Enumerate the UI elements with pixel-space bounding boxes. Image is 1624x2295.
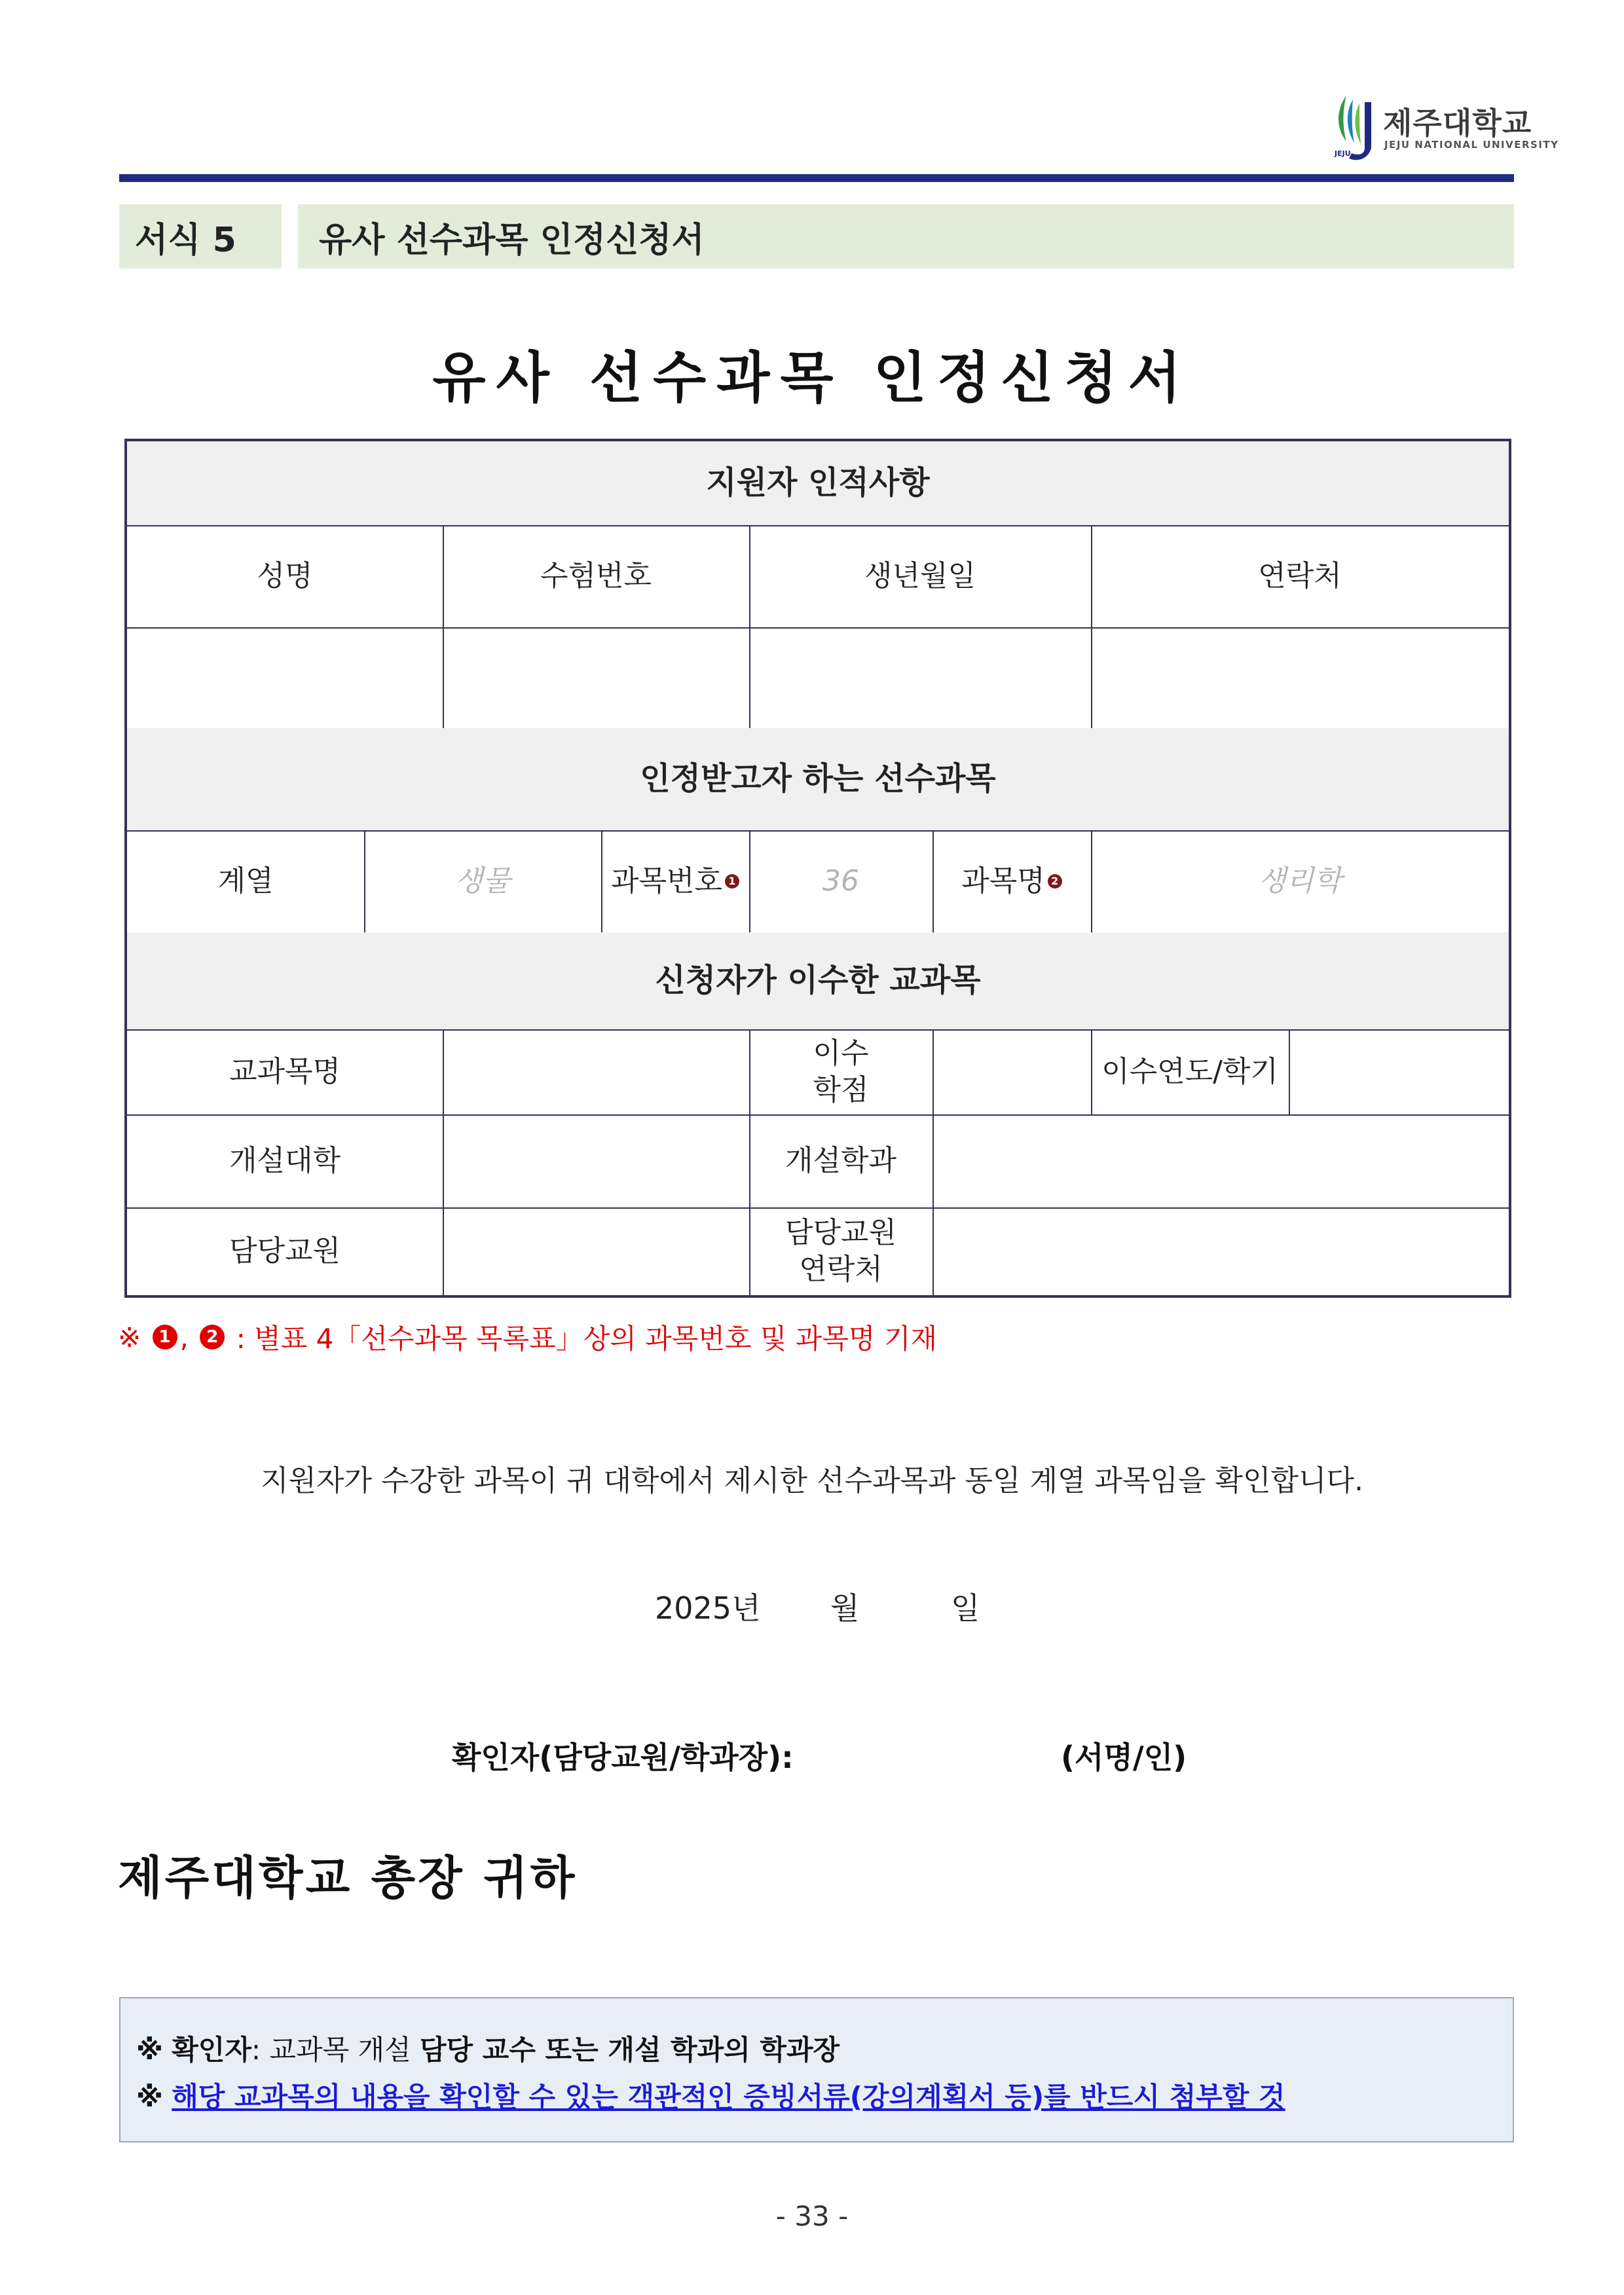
confirmer-label: 확인자(담당교원/학과장):	[452, 1740, 794, 1775]
credits-label	[749, 1029, 932, 1114]
section-completed-course-header: 신청자가 이수한 교과목	[127, 932, 1509, 1029]
course-name-field[interactable]: 생리학	[1258, 864, 1342, 898]
completed-course-name-field[interactable]	[443, 1029, 749, 1114]
notice-mark-2: ※	[136, 2081, 163, 2113]
credits-field[interactable]	[932, 1029, 1091, 1114]
notice-box	[119, 1997, 1514, 2142]
page-number: - 33 -	[775, 2200, 849, 2232]
marker-2: 2	[1048, 874, 1062, 889]
notice-confirmer-mid: : 교과목 개설	[251, 2034, 420, 2066]
course-number-label	[601, 830, 749, 932]
note-prefix: ※	[118, 1321, 141, 1353]
completed-course-name-label: 교과목명	[229, 1054, 341, 1088]
course-name-label-text: 과목명	[961, 864, 1045, 898]
credits-label-line2: 학점	[813, 1073, 869, 1107]
marker-1: 1	[725, 874, 739, 889]
signature-label: (서명/인)	[1061, 1740, 1187, 1775]
column-name-label: 성명	[257, 559, 313, 593]
department-label: 개설학과	[784, 1143, 896, 1177]
column-exam-number-label: 수험번호	[540, 559, 652, 593]
completion-year-label: 이수연도/학기	[1101, 1054, 1278, 1088]
university-field[interactable]	[443, 1114, 749, 1207]
note-marker-2: 2	[200, 1325, 225, 1349]
confirmation-statement: 지원자가 수강한 과목이 귀 대학에서 제시한 선수과목과 동일 계열 과목임을 확인합니다.	[261, 1464, 1363, 1497]
completion-year-field[interactable]	[1289, 1029, 1509, 1114]
form-header-title: 유사 선수과목 인정신청서	[298, 204, 1514, 268]
notice-line-confirmer	[136, 2029, 840, 2068]
recipient-line: 제주대학교 총장 귀하	[118, 1851, 578, 1905]
professor-contact-label-line2: 연락처	[799, 1253, 883, 1286]
course-number-field[interactable]: 36	[822, 864, 859, 898]
date-year: 2025년	[655, 1590, 761, 1626]
professor-contact-label	[749, 1207, 932, 1295]
application-table	[124, 439, 1511, 1298]
date-month: 월	[830, 1590, 860, 1626]
contact-field[interactable]	[1091, 627, 1509, 728]
notice-confirmer-tail: 담당 교수 또는 개설 학과의 학과장	[419, 2034, 840, 2066]
department-field[interactable]	[932, 1114, 1509, 1207]
logo-subtitle: JEJU NATIONAL UNIVERSITY	[1384, 139, 1559, 151]
notice-mark-1: ※	[136, 2034, 163, 2066]
field-category-field[interactable]: 생물	[454, 864, 511, 898]
note-text: : 별표 4「선수과목 목록표」상의 과목번호 및 과목명 기재	[236, 1323, 937, 1355]
field-category-label: 계열	[217, 864, 274, 898]
header-rule	[119, 174, 1514, 182]
course-number-label-text: 과목번호	[610, 864, 722, 898]
university-label: 개설대학	[229, 1143, 341, 1177]
professor-contact-field[interactable]	[932, 1207, 1509, 1295]
column-contact-label: 연락처	[1258, 559, 1342, 593]
birthdate-field[interactable]	[749, 627, 1091, 728]
section-target-course-header: 인정받고자 하는 선수과목	[127, 728, 1509, 830]
notice-line-attachment	[136, 2076, 1285, 2115]
column-birthdate-label: 생년월일	[864, 559, 976, 593]
exam-number-field[interactable]	[443, 627, 749, 728]
section-applicant-info-header: 지원자 인적사항	[127, 441, 1509, 525]
logo-name: 제주대학교	[1383, 105, 1532, 141]
course-name-label	[932, 830, 1091, 932]
professor-label: 담당교원	[229, 1234, 341, 1268]
name-field[interactable]	[127, 627, 443, 728]
notice-attachment-text: 해당 교과목의 내용을 확인할 수 있는 객관적인 증빙서류(강의계획서 등)를 반드시 첨부할 것	[172, 2081, 1285, 2113]
university-logo	[1327, 90, 1559, 166]
date-day: 일	[951, 1590, 980, 1626]
note-marker-1: 1	[153, 1325, 177, 1349]
professor-contact-label-line1: 담당교원	[784, 1215, 896, 1249]
credits-label-line1: 이수	[813, 1036, 869, 1070]
marker-footnote: ※ 1 , 2 : 별표 4「선수과목 목록표」상의 과목번호 및 과목명 기재	[118, 1317, 937, 1357]
professor-field[interactable]	[443, 1207, 749, 1295]
university-emblem-icon	[1327, 90, 1382, 166]
notice-confirmer-bold: 확인자	[172, 2034, 251, 2066]
page-title: 유사 선수과목 인정신청서	[432, 346, 1192, 410]
form-number: 서식 5	[119, 204, 282, 268]
svg-text:JEJU: JEJU	[1335, 149, 1351, 158]
